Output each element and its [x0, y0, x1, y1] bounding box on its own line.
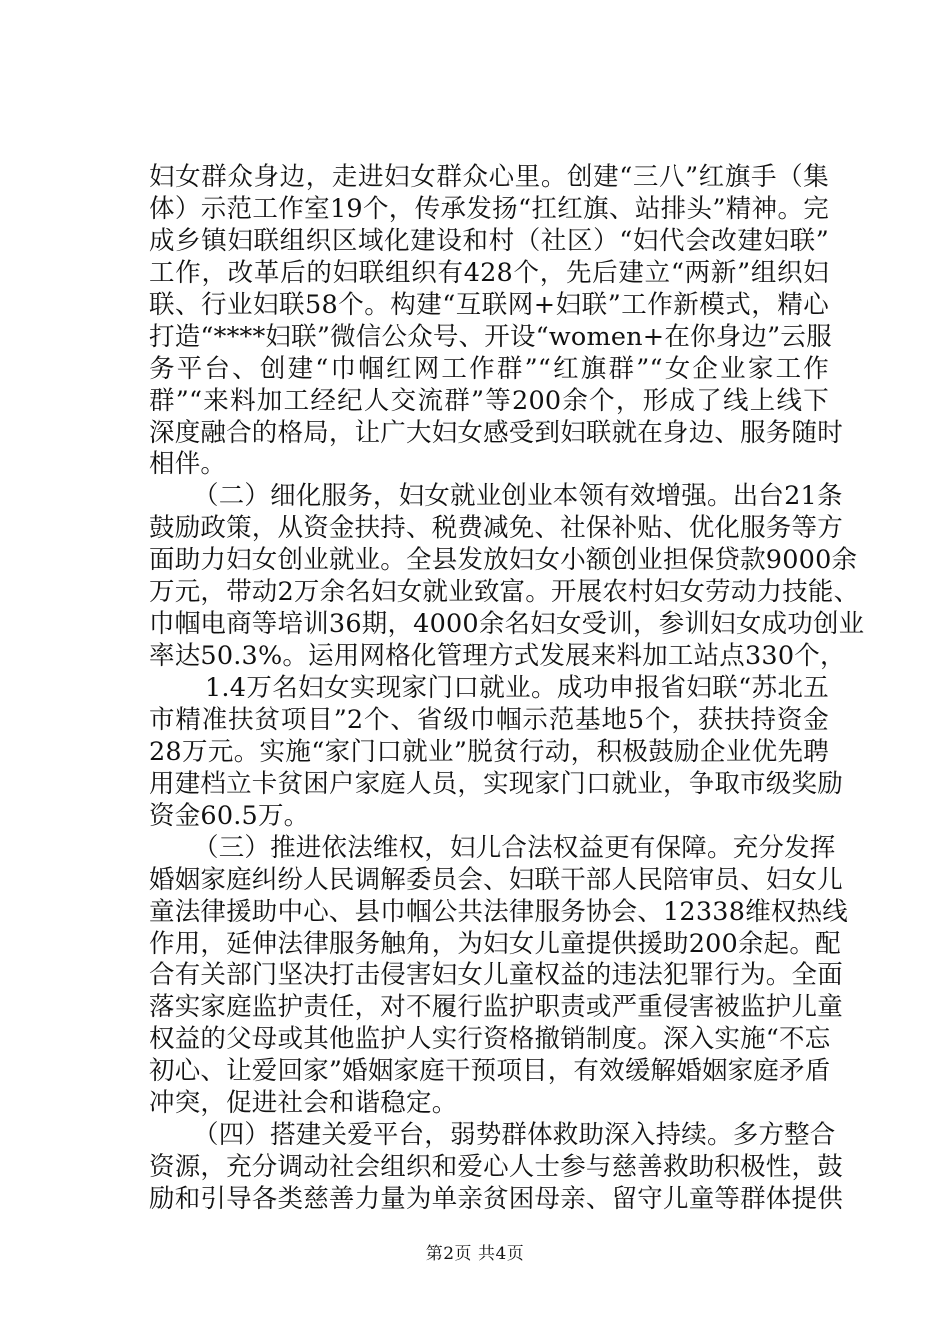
text-line: 相伴。 — [149, 449, 227, 479]
text-line: 合有关部门坚决打击侵害妇女儿童权益的违法犯罪行为。全面 — [149, 960, 843, 990]
text-line: 28万元。实施“家门口就业”脱贫行动，积极鼓励企业优先聘 — [149, 737, 829, 767]
text-line: 婚姻家庭纠纷人民调解委员会、妇联干部人民陪审员、妇女儿 — [149, 865, 843, 895]
text-line: 资金60.5万。 — [149, 801, 310, 831]
text-line: 鼓励政策，从资金扶持、税费减免、社保补贴、优化服务等方 — [149, 513, 843, 543]
text-line: 市精准扶贫项目”2个、省级巾帼示范基地5个，获扶持资金 — [149, 705, 829, 735]
text-line: 打造“****妇联”微信公众号、开设“women+在你身边”云服 — [149, 322, 832, 352]
text-line: 率达50.3%。运用网格化管理方式发展来料加工站点330个， — [149, 641, 846, 671]
text-line: 励和引导各类慈善力量为单亲贫困母亲、留守儿童等群体提供 — [149, 1184, 843, 1214]
section-heading-line: （四）搭建关爱平台，弱势群体救助深入持续。多方整合 — [193, 1120, 836, 1150]
text-line: 群”“来料加工经纪人交流群”等200余个，形成了线上线下 — [149, 386, 829, 416]
text-line: 妇女群众身边，走进妇女群众心里。创建“三八”红旗手（集 — [149, 162, 829, 192]
section-heading-line: （三）推进依法维权，妇儿合法权益更有保障。充分发挥 — [193, 833, 836, 863]
text-line: 用建档立卡贫困户家庭人员，实现家门口就业，争取市级奖励 — [149, 769, 843, 799]
page-footer: 第2页 共4页 — [425, 1244, 525, 1264]
text-line: 巾帼电商等培训36期，4000余名妇女受训，参训妇女成功创业 — [149, 609, 865, 639]
text-line: 深度融合的格局，让广大妇女感受到妇联就在身边、服务随时 — [149, 418, 843, 448]
section-heading-line: （二）细化服务，妇女就业创业本领有效增强。出台21条 — [193, 481, 843, 511]
text-line: 权益的父母或其他监护人实行资格撤销制度。深入实施“不忘 — [149, 1024, 831, 1054]
text-line: 童法律援助中心、县巾帼公共法律服务协会、12338维权热线 — [149, 897, 848, 927]
text-line: 资源，充分调动社会组织和爱心人士参与慈善救助积极性，鼓 — [149, 1152, 843, 1182]
text-line: 务平台、创建“巾帼红网工作群”“红旗群”“女企业家工作 — [149, 354, 829, 384]
text-line: 面助力妇女创业就业。全县发放妇女小额创业担保贷款9000余 — [149, 545, 858, 575]
text-line: 联、行业妇联58个。构建“互联网+妇联”工作新模式，精心 — [149, 290, 829, 320]
text-line: 初心、让爱回家”婚姻家庭干预项目，有效缓解婚姻家庭矛盾 — [149, 1056, 831, 1086]
text-line: 成乡镇妇联组织区域化建设和村（社区）“妇代会改建妇联” — [149, 226, 829, 256]
text-line: 落实家庭监护责任，对不履行监护职责或严重侵害被监护儿童 — [149, 992, 843, 1022]
text-line: 1.4万名妇女实现家门口就业。成功申报省妇联“苏北五 — [205, 673, 829, 703]
text-line: 冲突，促进社会和谐稳定。 — [149, 1088, 458, 1118]
text-line: 工作，改革后的妇联组织有428个，先后建立“两新”组织妇 — [149, 258, 829, 288]
text-line: 作用，延伸法律服务触角，为妇女儿童提供援助200余起。配 — [149, 929, 841, 959]
text-line: 体）示范工作室19个，传承发扬“扛红旗、站排头”精神。完 — [149, 194, 829, 224]
text-line: 万元，带动2万余名妇女就业致富。开展农村妇女劳动力技能、 — [149, 577, 860, 607]
